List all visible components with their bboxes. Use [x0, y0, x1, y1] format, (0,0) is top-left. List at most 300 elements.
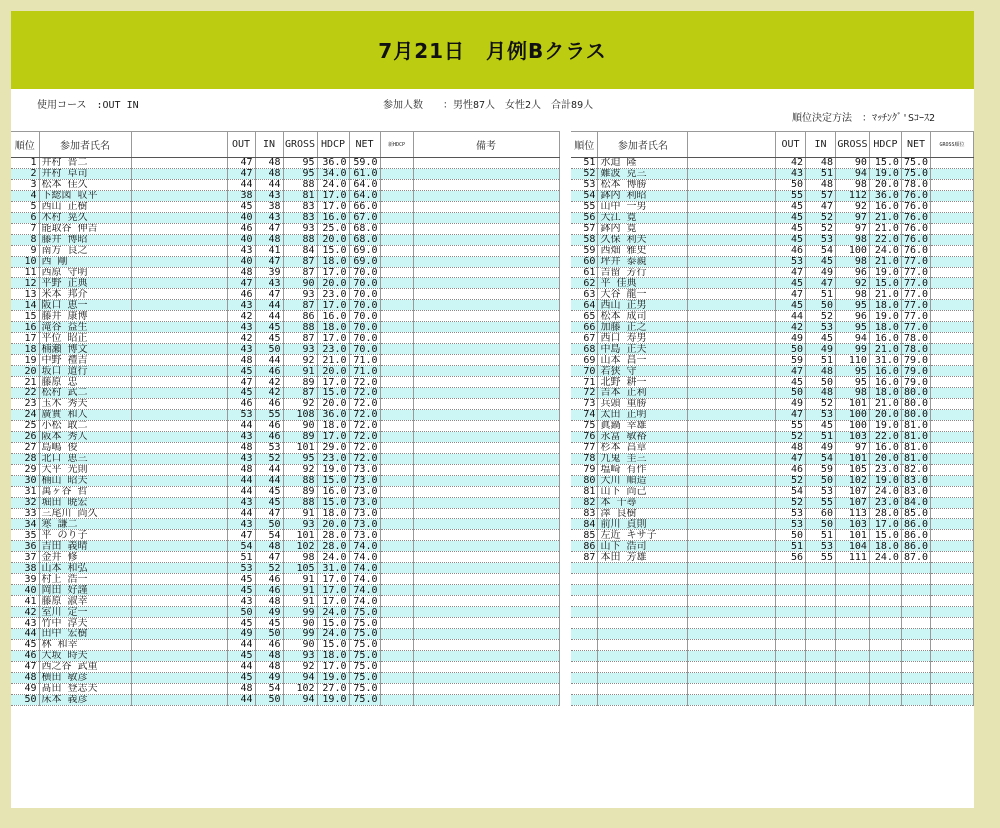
remarks-cell: [413, 661, 559, 672]
table-row: [571, 311, 974, 322]
name-cell: 西口 寿男: [598, 333, 688, 344]
net-cell: 79.0: [901, 377, 930, 388]
blank-cell: [688, 267, 776, 278]
table-row: [571, 256, 974, 267]
hdcp-cell: 16.0: [869, 366, 901, 377]
blank-cell: [688, 618, 776, 629]
blank-cell: [131, 661, 227, 672]
in-cell: 48: [255, 650, 283, 661]
table-row: [11, 519, 559, 530]
rank-cell: 70: [571, 366, 598, 377]
gross-cell: 107: [835, 497, 869, 508]
hdcp-cell: 28.0: [869, 508, 901, 519]
remarks-cell: [413, 201, 559, 212]
net-cell: 77.0: [901, 256, 930, 267]
new-hdcp-cell: [931, 377, 974, 388]
table-row: [571, 420, 974, 431]
rank-cell: 9: [11, 245, 39, 256]
table-row: [571, 431, 974, 442]
net-cell: 59.0: [349, 158, 380, 169]
remarks-cell: [413, 311, 559, 322]
out-cell: [776, 596, 806, 607]
table-row: [571, 508, 974, 519]
name-cell: 室川 定一: [39, 607, 131, 618]
in-cell: 50: [806, 475, 836, 486]
gross-cell: 92: [835, 201, 869, 212]
col-header-rank: 順位: [571, 132, 598, 158]
blank-cell: [131, 639, 227, 650]
table-row: [571, 453, 974, 464]
gross-cell: [835, 585, 869, 596]
in-cell: 46: [255, 398, 283, 409]
new-hdcp-cell: [380, 607, 413, 618]
in-cell: 50: [806, 519, 836, 530]
rank-cell: 47: [11, 661, 39, 672]
table-row: [571, 607, 974, 618]
new-hdcp-cell: [380, 278, 413, 289]
out-cell: 53: [776, 519, 806, 530]
name-cell: 玉木 秀夫: [39, 398, 131, 409]
gross-cell: 104: [835, 541, 869, 552]
out-cell: 43: [227, 431, 255, 442]
blank-cell: [688, 475, 776, 486]
gross-cell: [835, 661, 869, 672]
out-cell: 50: [776, 179, 806, 190]
out-cell: 53: [227, 563, 255, 574]
remarks-cell: [413, 672, 559, 683]
remarks-cell: [413, 355, 559, 366]
new-hdcp-cell: [931, 234, 974, 245]
blank-cell: [688, 190, 776, 201]
col-header-hdcp: HDCP: [317, 132, 349, 158]
gross-cell: [835, 607, 869, 618]
out-cell: [776, 683, 806, 694]
net-cell: 77.0: [901, 278, 930, 289]
rank-cell: 56: [571, 212, 598, 223]
in-cell: 44: [255, 300, 283, 311]
name-cell: 楠瀬 博文: [39, 344, 131, 355]
rank-cell: 23: [11, 398, 39, 409]
remarks-cell: [413, 158, 559, 169]
blank-cell: [688, 464, 776, 475]
rank-cell: 37: [11, 552, 39, 563]
rank-cell: 76: [571, 431, 598, 442]
gross-cell: 89: [283, 486, 317, 497]
col-header-gross: GROSS: [835, 132, 869, 158]
net-cell: 73.0: [349, 464, 380, 475]
hdcp-cell: 16.0: [869, 442, 901, 453]
net-cell: 61.0: [349, 168, 380, 179]
name-cell: 松村 武二: [39, 388, 131, 399]
in-cell: 44: [255, 311, 283, 322]
table-row: [571, 234, 974, 245]
net-cell: 80.0: [901, 409, 930, 420]
rank-cell: 24: [11, 409, 39, 420]
in-cell: 48: [806, 388, 836, 399]
new-hdcp-cell: [931, 453, 974, 464]
gross-cell: 89: [283, 377, 317, 388]
new-hdcp-cell: [380, 497, 413, 508]
in-cell: 46: [255, 366, 283, 377]
new-hdcp-cell: [931, 168, 974, 179]
in-cell: 44: [255, 464, 283, 475]
rank-cell: 16: [11, 322, 39, 333]
hdcp-cell: 15.0: [317, 388, 349, 399]
remarks-cell: [413, 234, 559, 245]
table-row: [11, 694, 559, 705]
net-cell: [901, 683, 930, 694]
blank-cell: [131, 618, 227, 629]
name-cell: 大谷 龍一: [598, 289, 688, 300]
blank-cell: [131, 223, 227, 234]
net-cell: 78.0: [901, 179, 930, 190]
out-cell: 44: [776, 311, 806, 322]
new-hdcp-cell: [380, 596, 413, 607]
hdcp-cell: 18.0: [869, 541, 901, 552]
gross-cell: 89: [283, 431, 317, 442]
net-cell: 72.0: [349, 398, 380, 409]
out-cell: 43: [227, 453, 255, 464]
out-cell: 45: [776, 201, 806, 212]
in-cell: 44: [255, 179, 283, 190]
name-cell: 藤井 博昭: [39, 234, 131, 245]
gross-cell: 103: [835, 431, 869, 442]
hdcp-cell: 19.0: [317, 672, 349, 683]
hdcp-cell: 20.0: [869, 409, 901, 420]
new-hdcp-cell: [931, 497, 974, 508]
blank-cell: [688, 278, 776, 289]
out-cell: 48: [227, 355, 255, 366]
hdcp-cell: 31.0: [317, 563, 349, 574]
new-hdcp-cell: [931, 333, 974, 344]
hdcp-cell: 15.0: [317, 475, 349, 486]
name-cell: 吉田 義晴: [39, 541, 131, 552]
new-hdcp-cell: [380, 639, 413, 650]
in-cell: 41: [255, 245, 283, 256]
blank-cell: [688, 168, 776, 179]
name-cell: 吉本 正利: [598, 388, 688, 399]
new-hdcp-cell: [931, 486, 974, 497]
hdcp-cell: 17.0: [317, 300, 349, 311]
table-row: [11, 464, 559, 475]
gross-cell: 102: [283, 683, 317, 694]
out-cell: 59: [776, 355, 806, 366]
name-cell: [598, 574, 688, 585]
blank-cell: [688, 442, 776, 453]
net-cell: 70.0: [349, 267, 380, 278]
new-hdcp-cell: [931, 190, 974, 201]
net-cell: 83.0: [901, 475, 930, 486]
gross-cell: 91: [283, 585, 317, 596]
table-row: [571, 223, 974, 234]
rank-cell: 86: [571, 541, 598, 552]
hdcp-cell: [869, 661, 901, 672]
out-cell: 47: [776, 453, 806, 464]
table-row: [571, 672, 974, 683]
in-cell: 39: [255, 267, 283, 278]
gross-cell: [835, 563, 869, 574]
net-cell: 73.0: [349, 519, 380, 530]
net-cell: 74.0: [349, 552, 380, 563]
hdcp-cell: 21.0: [869, 344, 901, 355]
out-cell: 43: [776, 168, 806, 179]
rank-cell: 71: [571, 377, 598, 388]
hdcp-cell: 19.0: [869, 420, 901, 431]
net-cell: 70.0: [349, 278, 380, 289]
rank-cell: 1: [11, 158, 39, 169]
remarks-cell: [413, 179, 559, 190]
table-row: [11, 322, 559, 333]
rank-cell: 27: [11, 442, 39, 453]
rank-cell: 62: [571, 278, 598, 289]
hdcp-cell: 17.0: [317, 596, 349, 607]
table-row: [11, 607, 559, 618]
rank-cell: 44: [11, 628, 39, 639]
out-cell: 45: [227, 585, 255, 596]
col-header-new-hdcp: 新HDCP: [380, 132, 413, 158]
name-cell: 村上 浩一: [39, 574, 131, 585]
blank-cell: [688, 179, 776, 190]
new-hdcp-cell: [380, 366, 413, 377]
blank-cell: [688, 322, 776, 333]
hdcp-cell: 23.0: [869, 497, 901, 508]
net-cell: 74.0: [349, 596, 380, 607]
blank-cell: [131, 377, 227, 388]
rank-cell: 11: [11, 267, 39, 278]
hdcp-cell: 19.0: [317, 694, 349, 705]
hdcp-cell: 24.0: [869, 245, 901, 256]
gross-cell: 90: [283, 639, 317, 650]
blank-cell: [131, 344, 227, 355]
rank-cell: 36: [11, 541, 39, 552]
in-cell: [806, 672, 836, 683]
table-row: [11, 168, 559, 179]
in-cell: 50: [255, 344, 283, 355]
rank-cell: 43: [11, 618, 39, 629]
col-header-name: 参加者氏名: [598, 132, 688, 158]
hdcp-cell: 18.0: [869, 300, 901, 311]
table-row: [11, 672, 559, 683]
col-header-out: OUT: [776, 132, 806, 158]
name-cell: 松本 成司: [598, 311, 688, 322]
col-header-in: IN: [806, 132, 836, 158]
out-cell: 46: [227, 289, 255, 300]
gross-cell: 95: [835, 377, 869, 388]
out-cell: 48: [227, 267, 255, 278]
remarks-cell: [413, 223, 559, 234]
hdcp-cell: 20.0: [317, 234, 349, 245]
name-cell: 平野 正典: [39, 278, 131, 289]
new-hdcp-cell: [931, 628, 974, 639]
out-cell: 50: [776, 388, 806, 399]
blank-cell: [688, 344, 776, 355]
blank-cell: [131, 311, 227, 322]
new-hdcp-cell: [931, 596, 974, 607]
out-cell: 45: [776, 278, 806, 289]
table-row: [571, 683, 974, 694]
in-cell: 55: [255, 409, 283, 420]
gross-cell: 90: [283, 278, 317, 289]
new-hdcp-cell: [931, 289, 974, 300]
new-hdcp-cell: [931, 607, 974, 618]
in-cell: 47: [255, 223, 283, 234]
table-row: [571, 442, 974, 453]
name-cell: [598, 585, 688, 596]
blank-cell: [688, 497, 776, 508]
rank-cell: [571, 585, 598, 596]
name-cell: 鉢内 利昭: [598, 190, 688, 201]
blank-cell: [131, 179, 227, 190]
out-cell: 43: [227, 300, 255, 311]
net-cell: [901, 585, 930, 596]
rank-cell: 15: [11, 311, 39, 322]
name-cell: [598, 563, 688, 574]
blank-cell: [131, 333, 227, 344]
rank-cell: [571, 574, 598, 585]
net-cell: 80.0: [901, 388, 930, 399]
gross-cell: 95: [283, 168, 317, 179]
new-hdcp-cell: [931, 464, 974, 475]
in-cell: [806, 618, 836, 629]
net-cell: 80.0: [901, 398, 930, 409]
rank-cell: [571, 618, 598, 629]
out-cell: 42: [776, 322, 806, 333]
out-cell: 43: [227, 322, 255, 333]
net-cell: [901, 574, 930, 585]
hdcp-cell: 17.0: [317, 574, 349, 585]
rank-cell: 84: [571, 519, 598, 530]
hdcp-cell: 15.0: [869, 530, 901, 541]
out-cell: [776, 574, 806, 585]
gross-cell: 99: [835, 344, 869, 355]
rank-cell: 20: [11, 366, 39, 377]
table-row: [11, 278, 559, 289]
net-cell: 77.0: [901, 300, 930, 311]
rank-cell: 58: [571, 234, 598, 245]
hdcp-cell: 23.0: [317, 344, 349, 355]
net-cell: 75.0: [901, 168, 930, 179]
in-cell: 46: [255, 431, 283, 442]
in-cell: 48: [255, 234, 283, 245]
out-cell: 56: [776, 552, 806, 563]
blank-cell: [688, 333, 776, 344]
hdcp-cell: [869, 694, 901, 705]
rank-cell: 6: [11, 212, 39, 223]
out-cell: [776, 563, 806, 574]
out-cell: 44: [227, 420, 255, 431]
hdcp-cell: 16.0: [317, 486, 349, 497]
table-row: [11, 639, 559, 650]
new-hdcp-cell: [380, 486, 413, 497]
rank-cell: 3: [11, 179, 39, 190]
name-cell: 山下 尚己: [598, 486, 688, 497]
in-cell: [806, 639, 836, 650]
hdcp-cell: 19.0: [869, 168, 901, 179]
table-row: [11, 190, 559, 201]
remarks-cell: [413, 574, 559, 585]
hdcp-cell: 17.0: [317, 431, 349, 442]
gross-cell: 86: [283, 311, 317, 322]
new-hdcp-cell: [380, 168, 413, 179]
rank-cell: 68: [571, 344, 598, 355]
gross-cell: 93: [283, 223, 317, 234]
out-cell: 46: [227, 398, 255, 409]
in-cell: 46: [255, 574, 283, 585]
net-cell: 72.0: [349, 377, 380, 388]
new-hdcp-cell: [380, 661, 413, 672]
in-cell: 47: [255, 256, 283, 267]
out-cell: 45: [227, 650, 255, 661]
blank-cell: [131, 607, 227, 618]
hdcp-cell: 16.0: [317, 212, 349, 223]
net-cell: 75.0: [349, 607, 380, 618]
new-hdcp-cell: [380, 475, 413, 486]
gross-cell: 102: [283, 541, 317, 552]
net-cell: 77.0: [901, 311, 930, 322]
out-cell: 42: [227, 311, 255, 322]
rank-cell: 69: [571, 355, 598, 366]
blank-cell: [688, 388, 776, 399]
gross-cell: 94: [835, 168, 869, 179]
blank-cell: [688, 256, 776, 267]
in-cell: 47: [255, 552, 283, 563]
blank-cell: [688, 311, 776, 322]
gross-cell: 98: [835, 179, 869, 190]
rank-cell: 52: [571, 168, 598, 179]
net-cell: 73.0: [349, 497, 380, 508]
table-row: [11, 212, 559, 223]
net-cell: 72.0: [349, 420, 380, 431]
name-cell: 米本 邦介: [39, 289, 131, 300]
name-cell: 眞鍋 幸雄: [598, 420, 688, 431]
name-cell: 前川 貞則: [598, 519, 688, 530]
hdcp-cell: 20.0: [317, 398, 349, 409]
gross-cell: 94: [835, 333, 869, 344]
net-cell: 81.0: [901, 420, 930, 431]
new-hdcp-cell: [931, 541, 974, 552]
gross-cell: 102: [835, 475, 869, 486]
new-hdcp-cell: [380, 453, 413, 464]
table-row: [571, 552, 974, 563]
hdcp-cell: 25.0: [317, 223, 349, 234]
blank-cell: [131, 158, 227, 169]
name-cell: 山本 昌一: [598, 355, 688, 366]
hdcp-cell: 21.0: [869, 212, 901, 223]
blank-cell: [688, 486, 776, 497]
in-cell: 47: [806, 201, 836, 212]
blank-cell: [131, 267, 227, 278]
gross-cell: 90: [835, 158, 869, 169]
in-cell: 49: [806, 267, 836, 278]
blank-cell: [688, 508, 776, 519]
net-cell: [901, 694, 930, 705]
new-hdcp-cell: [380, 190, 413, 201]
gross-cell: 98: [835, 289, 869, 300]
name-cell: 床本 義彦: [39, 694, 131, 705]
name-cell: [598, 607, 688, 618]
rank-cell: 38: [11, 563, 39, 574]
name-cell: [598, 628, 688, 639]
table-row: [571, 694, 974, 705]
blank-cell: [131, 420, 227, 431]
new-hdcp-cell: [380, 201, 413, 212]
name-cell: 西山 正男: [598, 300, 688, 311]
out-cell: 42: [776, 158, 806, 169]
new-hdcp-cell: [931, 672, 974, 683]
out-cell: 47: [227, 278, 255, 289]
table-row: [11, 628, 559, 639]
gross-cell: 92: [283, 355, 317, 366]
